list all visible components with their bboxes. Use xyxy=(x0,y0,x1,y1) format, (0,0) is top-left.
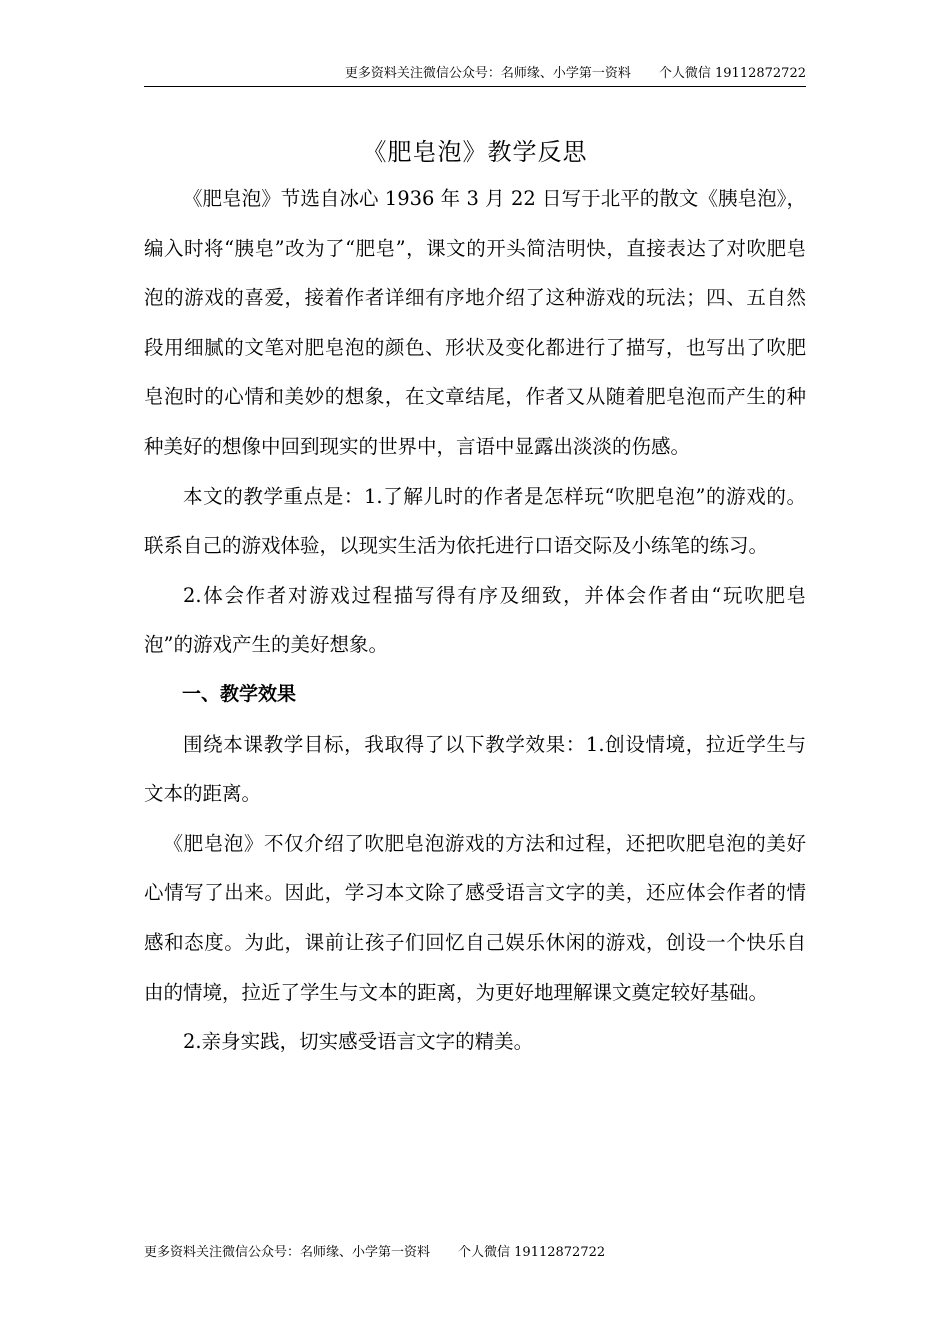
page-header xyxy=(144,66,806,87)
page-footer xyxy=(144,1245,605,1261)
section-heading-teaching-effect: 一、教学效果 xyxy=(182,682,297,705)
paragraph-effect-2: 2.亲身实践，切实感受语言文字的精美。 xyxy=(183,1030,534,1054)
paragraph-key-point-2: 2.体会作者对游戏过程描写得有序及细致，并体会作者由“玩吹肥皂泡”的游戏产生的美好想象。 xyxy=(144,583,806,657)
document-title: 《肥皂泡》教学反思 xyxy=(362,138,588,166)
paragraph-effect-detail: 《肥皂泡》不仅介绍了吹肥皂泡游戏的方法和过程，还把吹肥皂泡的美好心情写了出来。因此，学习本文除了感受语言文字的美，还应体会作者的情感和态度。为此，课前让孩子们回忆自己娱乐休闲的游戏，创设一个快乐自由的情境，拉近了学生与文本的距离，为更好地理解课文奠定较好基础。 xyxy=(144,831,806,1004)
paragraph-effect-1: 围绕本课教学目标，我取得了以下教学效果：1.创设情境，拉近学生与文本的距离。 xyxy=(144,732,806,806)
document-body xyxy=(144,174,806,1067)
footer-promo-text: 更多资料关注微信公众号：名师缘、小学第一资料 xyxy=(144,1245,431,1260)
header-promo-text: 更多资料关注微信公众号：名师缘、小学第一资料 xyxy=(344,66,631,81)
header-text xyxy=(345,66,806,82)
footer-contact-text: 个人微信 19112872722 xyxy=(458,1245,606,1260)
paragraph-intro: 《肥皂泡》节选自冰心 1936 年 3 月 22 日写于北平的散文《胰皂泡》，编入时将“胰皂”改为了“肥皂”，课文的开头简洁明快，直接表达了对吹肥皂泡的游戏的喜爱，接着作者详细有序地介绍了这种游戏的玩法；四、五自然段用细腻的文笔对肥皂泡的颜色、形状及变化都进行了描写，也写出了吹肥皂泡时的心情和美妙的想象，在文章结尾，作者又从随着肥皂泡而产生的种种美好的想像中回到现实的世界中，言语中显露出淡淡的伤感。 xyxy=(144,187,806,458)
paragraph-key-points: 本文的教学重点是：1.了解儿时的作者是怎样玩“吹肥皂泡”的游戏的。联系自己的游戏体验，以现实生活为依托进行口语交际及小练笔的练习。 xyxy=(144,484,806,558)
header-contact-text: 个人微信 19112872722 xyxy=(658,66,806,81)
